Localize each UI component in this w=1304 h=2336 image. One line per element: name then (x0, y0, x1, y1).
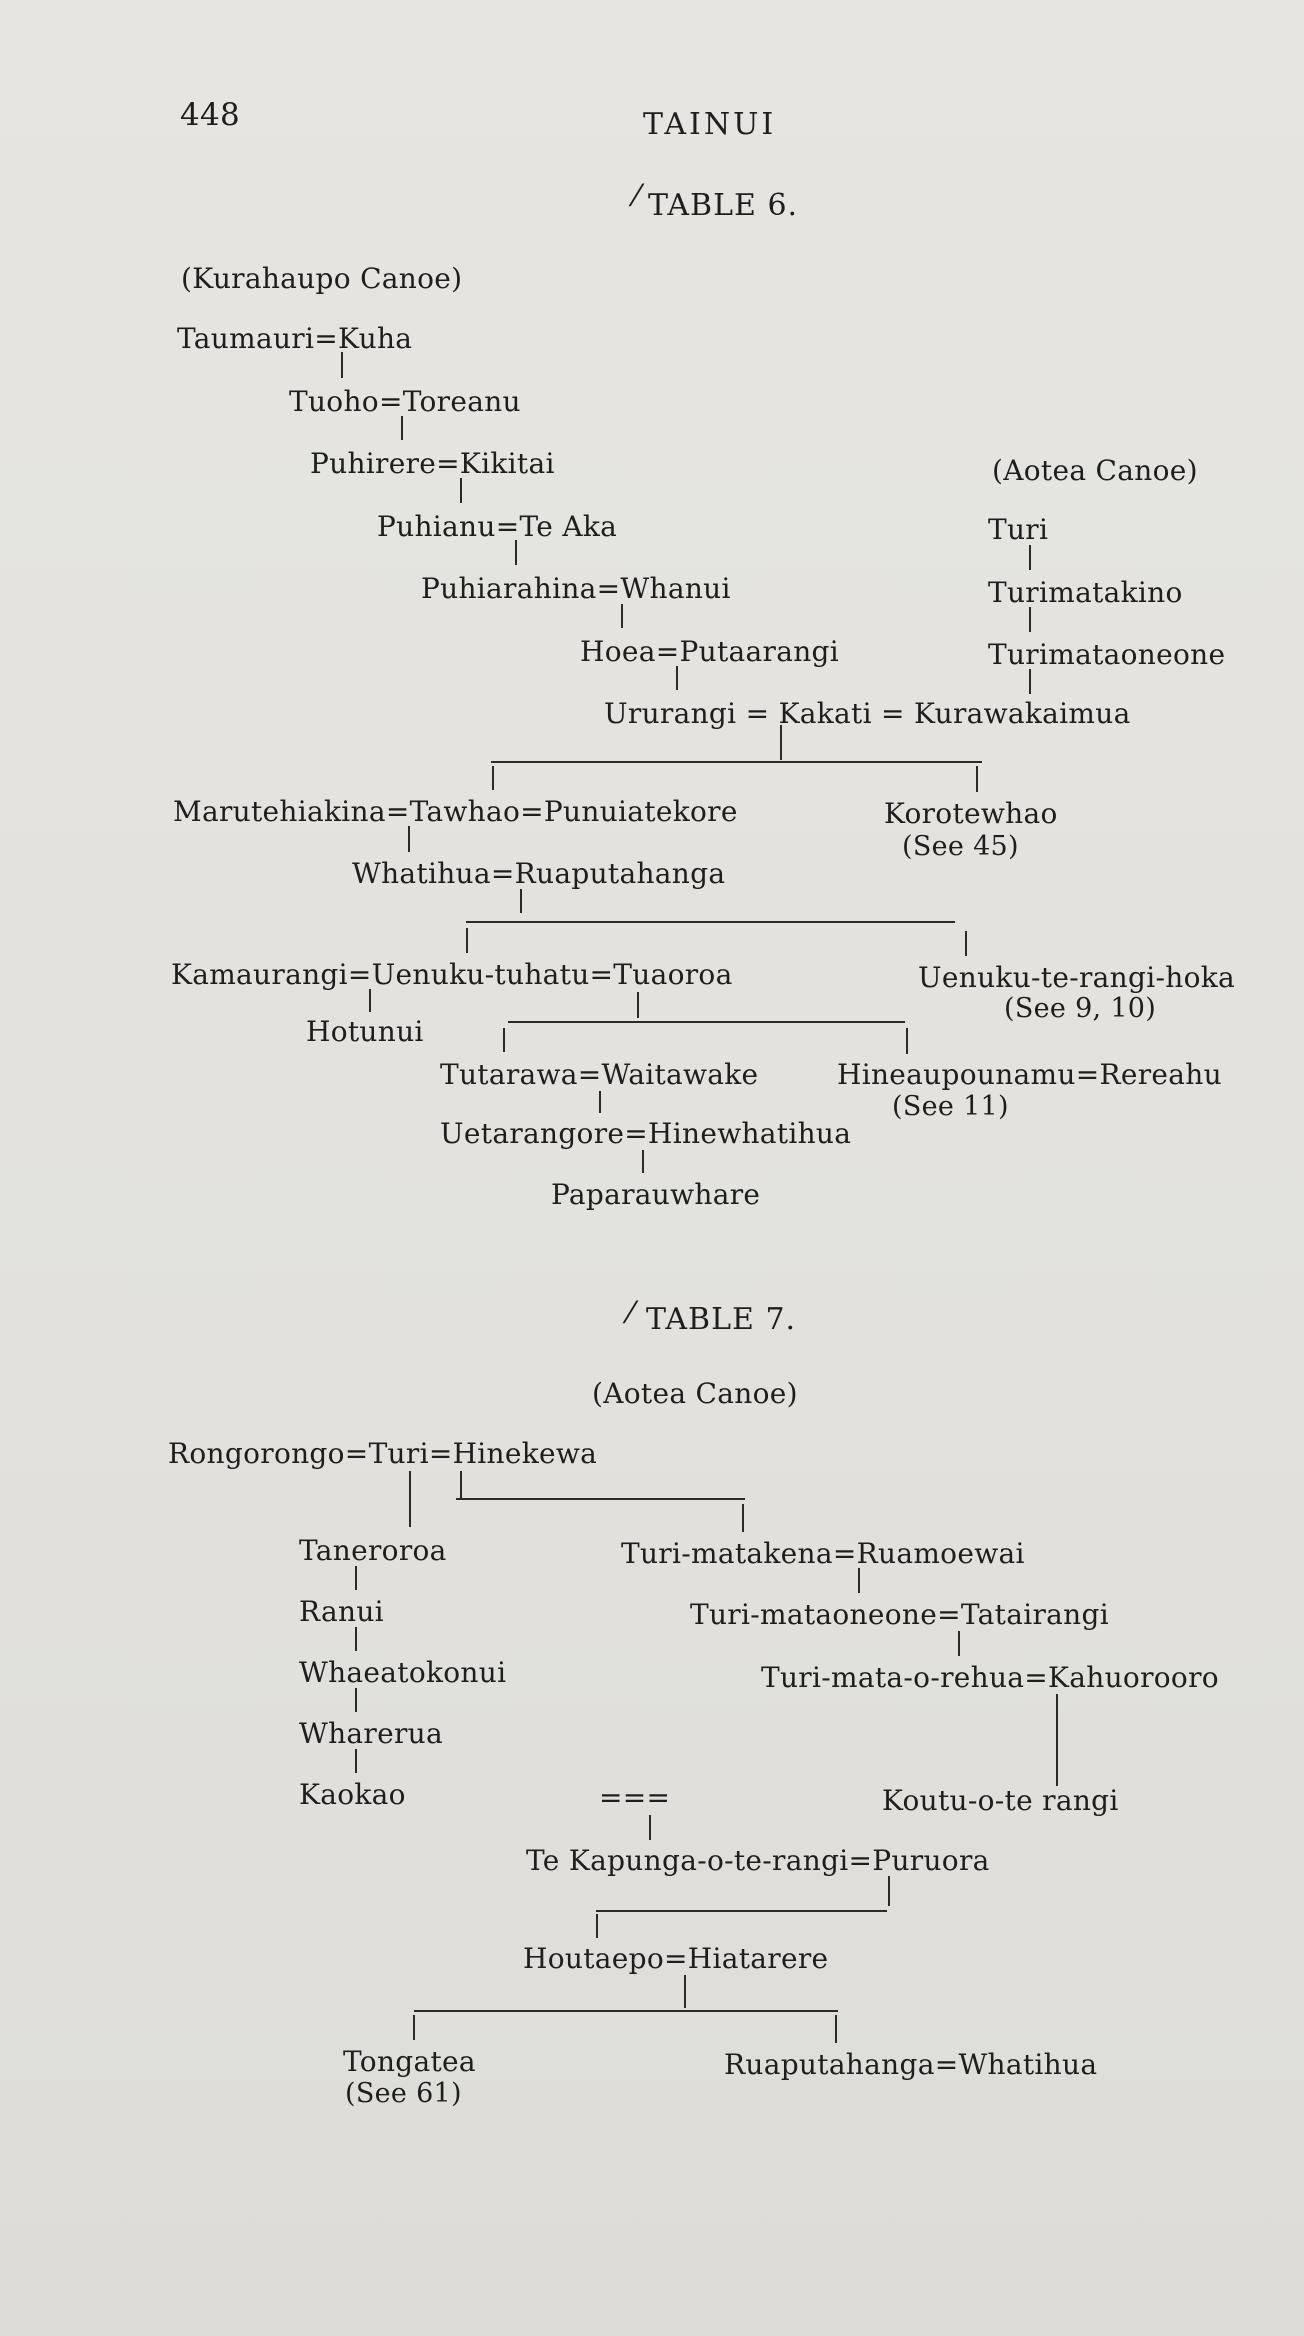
genealogy-line: Ruaputahanga=Whatihua (724, 2048, 1098, 2081)
genealogy-line: === (599, 1781, 671, 1814)
table7-subtitle: (Aotea Canoe) (592, 1377, 798, 1410)
cross-reference: (See 11) (892, 1091, 1009, 1122)
genealogy-line: Tuoho=Toreanu (289, 385, 521, 418)
genealogy-line: Puhianu=Te Aka (377, 510, 618, 543)
table7-title: TABLE 7. (646, 1302, 797, 1337)
genealogy-line: Turi-mataoneone=Tatairangi (690, 1598, 1109, 1631)
genealogy-line: Hoea=Putaarangi (580, 635, 840, 668)
genealogy-line: Taneroroa (299, 1534, 447, 1567)
table6-subtitle-kurahaupo: (Kurahaupo Canoe) (181, 262, 463, 295)
table6-subtitle-aotea: (Aotea Canoe) (992, 454, 1198, 487)
genealogy-line: Uetarangore=Hinewhatihua (440, 1117, 852, 1150)
genealogy-line: Tutarawa=Waitawake (440, 1058, 759, 1091)
cross-reference: (See 61) (345, 2078, 462, 2109)
genealogy-line: Marutehiakina=Tawhao=Punuiatekore (173, 795, 738, 828)
genealogy-line: Wharerua (299, 1717, 443, 1750)
genealogy-line: Whaeatokonui (299, 1656, 507, 1689)
page-number: 448 (180, 97, 241, 133)
table6-title: TABLE 6. (648, 188, 799, 223)
running-title: TAINUI (643, 107, 777, 142)
genealogy-line: Tongatea (343, 2045, 476, 2078)
genealogy-line: Taumauri=Kuha (177, 322, 413, 355)
genealogy-line: Whatihua=Ruaputahanga (352, 857, 726, 890)
genealogy-line: Paparauwhare (551, 1178, 761, 1211)
genealogy-line: Rongorongo=Turi=Hinekewa (168, 1437, 598, 1470)
genealogy-line: Turi-matakena=Ruamoewai (621, 1537, 1025, 1570)
genealogy-line: Turimataoneone (988, 638, 1226, 671)
pencil-tick-mark: ⁄ (634, 179, 640, 214)
genealogy-line: Houtaepo=Hiatarere (523, 1942, 829, 1975)
genealogy-line: Ururangi = Kakati = Kurawakaimua (604, 697, 1131, 730)
pencil-tick-mark: ⁄ (628, 1296, 634, 1331)
genealogy-line: Turimatakino (988, 576, 1183, 609)
genealogy-line: Turi (988, 513, 1049, 546)
genealogy-line: Te Kapunga-o-te-rangi=Puruora (526, 1844, 990, 1877)
genealogy-line: Kamaurangi=Uenuku-tuhatu=Tuaoroa (171, 958, 733, 991)
genealogy-line: Turi-mata-o-rehua=Kahuorooro (761, 1661, 1219, 1694)
genealogy-line: Puhirere=Kikitai (310, 447, 555, 480)
cross-reference: (See 9, 10) (1004, 993, 1157, 1024)
genealogy-line: Ranui (299, 1595, 384, 1628)
genealogy-line: Korotewhao (884, 797, 1058, 830)
genealogy-line: Puhiarahina=Whanui (421, 572, 731, 605)
cross-reference: (See 45) (902, 831, 1019, 862)
genealogy-line: Uenuku-te-rangi-hoka (918, 961, 1235, 994)
genealogy-line: Kaokao (299, 1778, 406, 1811)
genealogy-line: Koutu-o-te rangi (882, 1784, 1119, 1817)
genealogy-line: Hineaupounamu=Rereahu (837, 1058, 1222, 1091)
genealogy-line: Hotunui (306, 1015, 424, 1048)
